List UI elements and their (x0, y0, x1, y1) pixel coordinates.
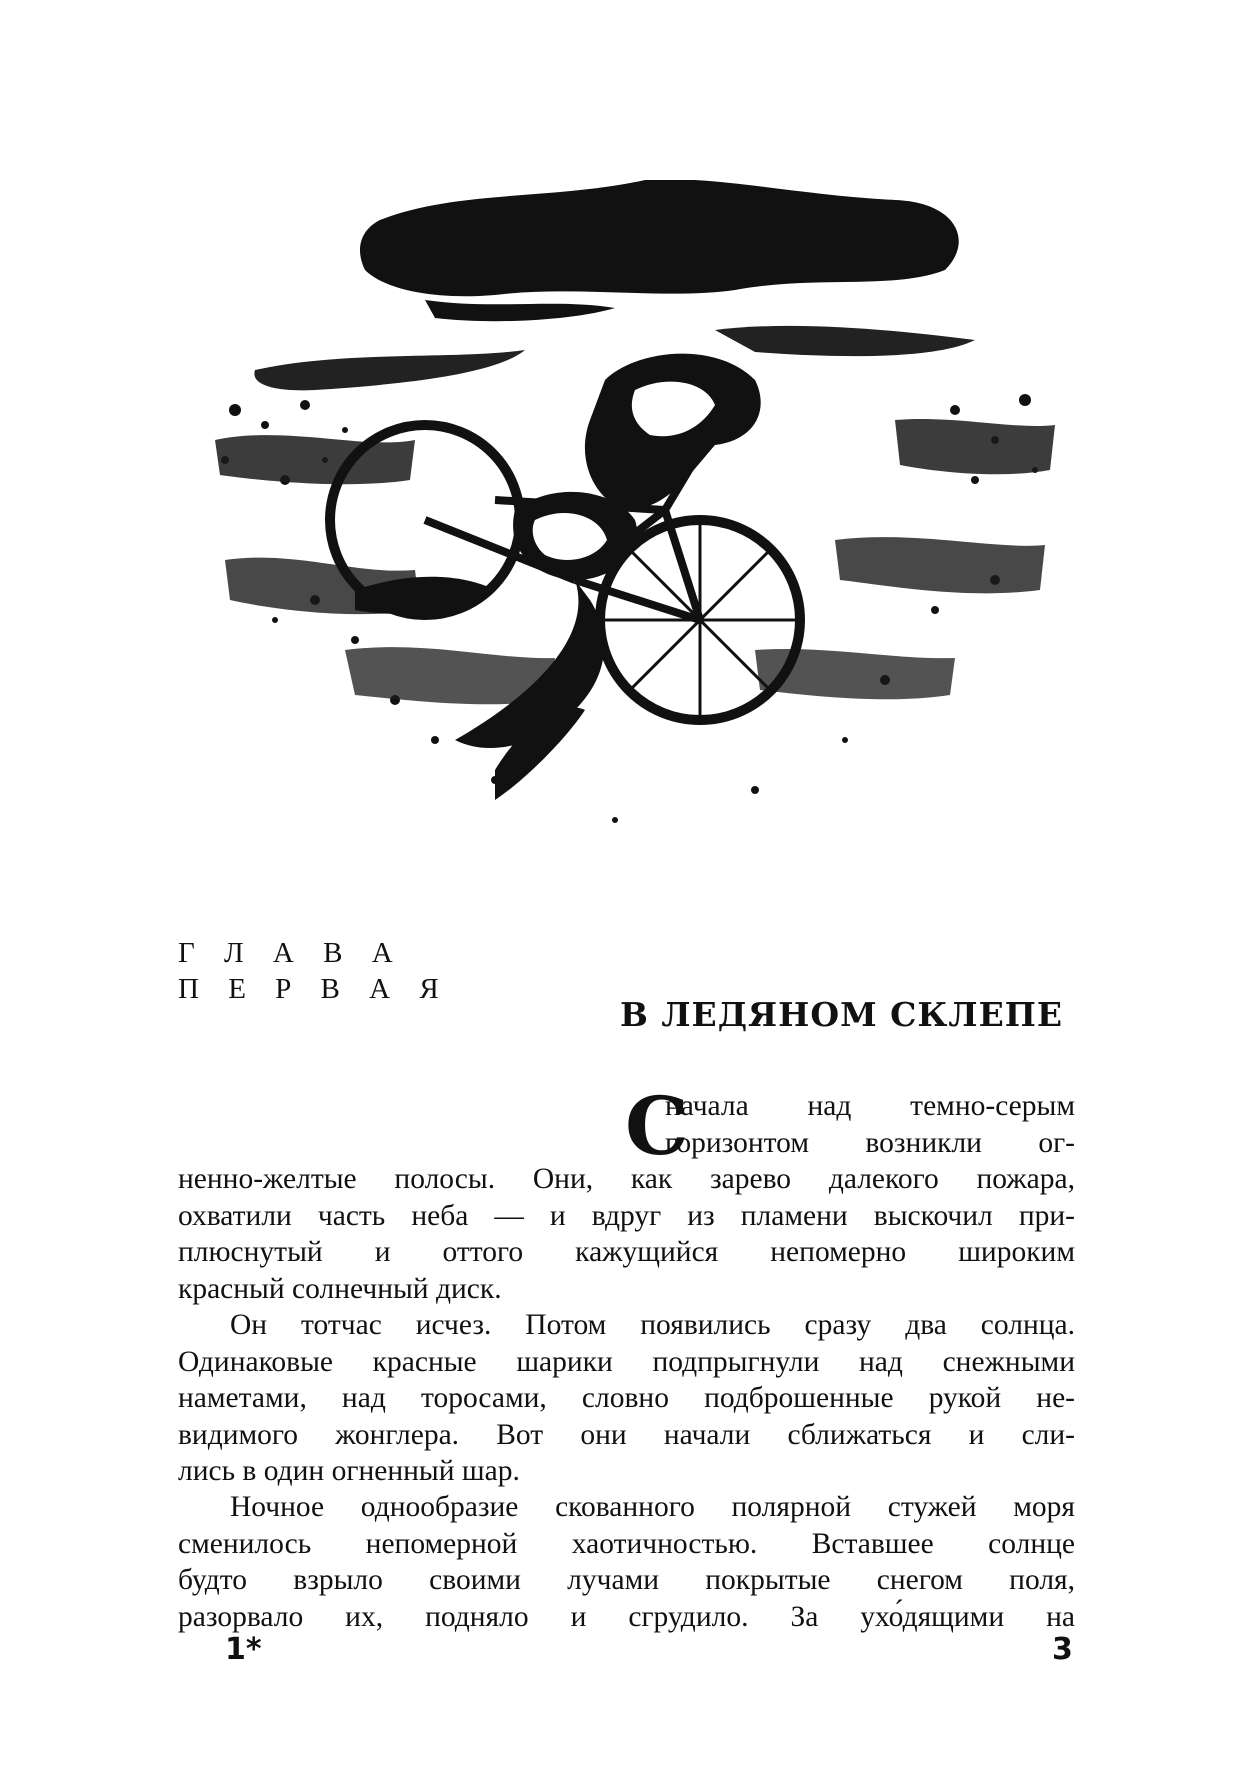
text-line: Одинаковые красные шарики подпрыгнули над снежными (178, 1345, 1075, 1378)
text-line: плюснутый и оттого кажущийся непомерно широким (178, 1236, 1075, 1268)
chapter-title: В ЛЕДЯНОМ СКЛЕПЕ (620, 995, 1064, 1034)
text-line: охватили часть неба — и вдруг из пламени выскочил при- (178, 1199, 1075, 1232)
chapter-label-line2: П Е Р В А Я (178, 973, 450, 1005)
text-line: Ночное однообразие скованного полярной стужей моря (230, 1491, 1075, 1523)
text-line: будто взрыло своими лучами покрытые снегом поля, (178, 1564, 1075, 1596)
text-line: разорвало их, подняло и сгрудило. За ухо́дящими на (178, 1600, 1075, 1633)
text-line: лись в один огненный шар. (178, 1455, 520, 1487)
opening-dropcap-block (625, 1079, 1075, 1173)
text-line: наметами, над торосами, словно подброшенные рукой не- (178, 1382, 1075, 1414)
text-line: начала над темно-серым (665, 1090, 1075, 1122)
text-line: видимого жонглера. Вот они начали сближаться и сли- (178, 1418, 1075, 1451)
paragraph-2 (178, 1307, 1075, 1490)
chapter-label (178, 935, 450, 1007)
ink-drawing-cyclist-in-snow (195, 180, 1075, 910)
page-number: 3 (1052, 1632, 1073, 1667)
dropcap-letter: С (625, 1079, 689, 1173)
chapter-label-line1: Г Л А В А (178, 937, 404, 969)
signature-mark: 1* (225, 1632, 262, 1667)
paragraph-1 (178, 1161, 1075, 1307)
text-line: Он тотчас исчез. Потом появились сразу два солнца. (230, 1309, 1075, 1341)
text-line: ненно-желтые полосы. Они, как зарево далекого пожара, (178, 1163, 1075, 1195)
text-line: сменилось непомерной хаотичностью. Вставшее солнце (178, 1527, 1075, 1560)
paragraph-3 (178, 1489, 1075, 1635)
text-line: горизонтом возникли ог- (665, 1126, 1075, 1159)
text-line: красный солнечный диск. (178, 1272, 502, 1305)
cyclist-illustration (195, 180, 1075, 910)
